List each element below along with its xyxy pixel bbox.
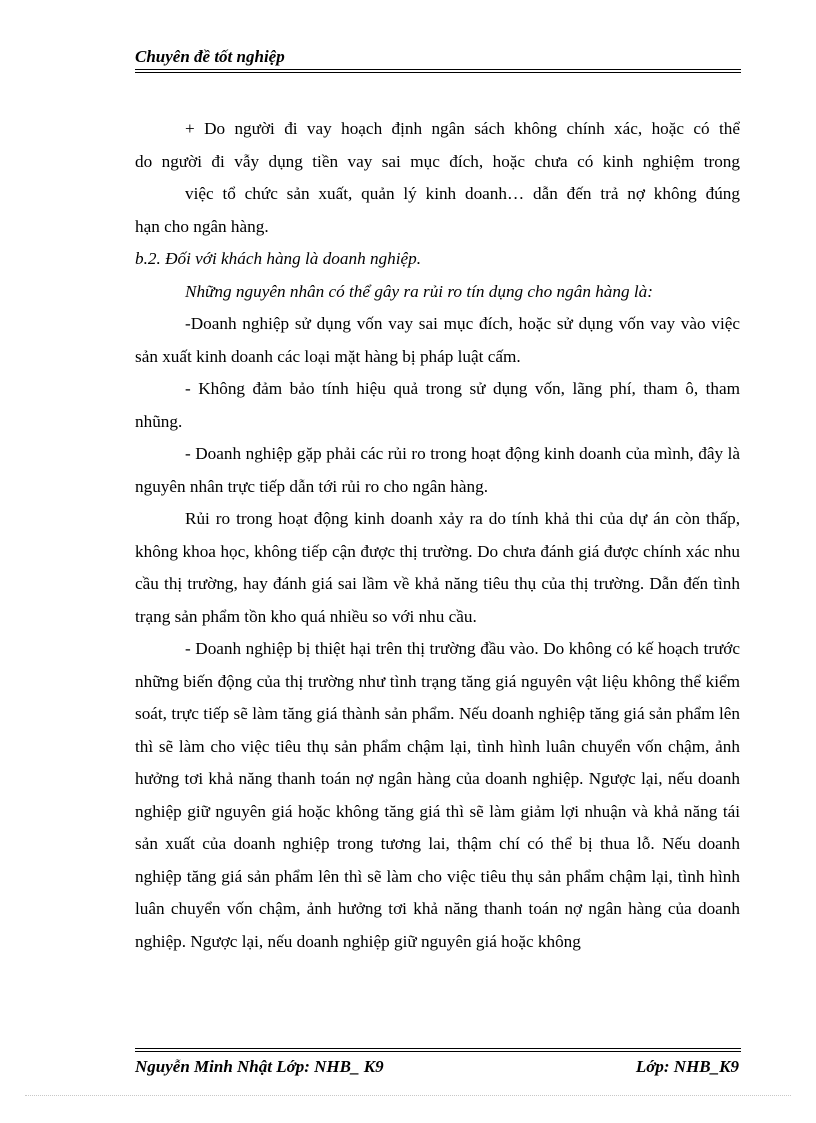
list-item-input-market: - Doanh nghiệp bị thiệt hại trên thị trường đầu vào. Do không có kế hoạch trước những biến động của thị trường như tình trạng tăng giá nguyên vật liệu không thể kiểm soát, trực tiếp sẽ làm tăng giá thành sản phẩm. Nếu doanh nghiệp tăng giá sản phẩm lên thì sẽ làm cho việc tiêu thụ sản phẩm chậm lại, tình hình luân chuyển vốn chậm, ảnh hưởng tơi khả năng thanh toán nợ ngân hàng của doanh nghiệp. Ngược lại, nếu doanh nghiệp giữ nguyên giá hoặc không tăng giá thì sẽ làm giảm lợi nhuận và khả năng tái sản xuất của doanh nghiệp trong tương lai, thậm chí có thể bị thua lỗ. Nếu doanh nghiệp tăng giá sản phẩm lên thì sẽ làm cho việc tiêu thụ sản phẩm chậm lại, tình hình luân chuyển vốn chậm, ảnh hưởng tơi khả năng thanh toán nợ ngân hàng của doanh nghiệp. Ngược lại, nếu doanh nghiệp giữ nguyên giá hoặc không: [135, 639, 740, 951]
header-title: Chuyên đề tốt nghiệp: [135, 47, 285, 66]
text-line: + Do người đi vay hoạch định ngân sách không chính xác, hoặc có thể: [185, 119, 740, 138]
footer-class: Lớp: NHB_K9: [635, 1057, 739, 1076]
body-text: [135, 113, 740, 958]
footer-author: Nguyễn Minh Nhật Lớp: NHB_ K9: [135, 1057, 384, 1076]
paragraph-business-risk: Rủi ro trong hoạt động kinh doanh xảy ra do tính khả thi của dự án còn thấp, không khoa học, không tiếp cận được thị trường. Do chưa đánh giá được chính xác nhu cầu thị trường, hay đánh giá sai lầm về khả năng tiêu thụ của thị trường. Dẫn đến tình trạng sản phẩm tồn kho quá nhiều so với nhu cầu.: [135, 509, 740, 626]
section-heading-b2: b.2. Đối với khách hàng là doanh nghiệp.: [135, 249, 422, 268]
text-line: hạn cho ngân hàng.: [135, 216, 269, 236]
text-line: việc tổ chức sản xuất, quản lý kinh doanh… dẫn đến trả nợ không đúng: [185, 184, 740, 203]
list-item-misuse: -Doanh nghiệp sử dụng vốn vay sai mục đích, hoặc sử dụng vốn vay vào việc sản xuất kinh doanh các loại mặt hàng bị pháp luật cấm.: [135, 314, 740, 366]
text-line: do người đi vẫy dụng tiền vay sai mục đích, hoặc chưa có kinh nghiệm trong: [135, 151, 740, 171]
header-rule-top: [135, 69, 741, 70]
intro-paragraph: Những nguyên nhân có thể gây ra rủi ro tín dụng cho ngân hàng là:: [185, 281, 653, 301]
list-item-inefficiency: - Không đảm bảo tính hiệu quả trong sử dụng vốn, lãng phí, tham ô, tham nhũng.: [135, 379, 740, 431]
header-rule-bottom: [135, 72, 741, 73]
list-item-business-risk: - Doanh nghiệp gặp phải các rủi ro trong hoạt động kinh doanh của mình, đây là nguyên nhân trực tiếp dẫn tới rủi ro cho ngân hàng.: [135, 444, 740, 496]
page-boundary: [25, 1095, 791, 1096]
footer-rule-top: [135, 1048, 741, 1049]
paragraph-borrower-planning: [135, 113, 740, 243]
footer-rule-bottom: [135, 1051, 741, 1052]
